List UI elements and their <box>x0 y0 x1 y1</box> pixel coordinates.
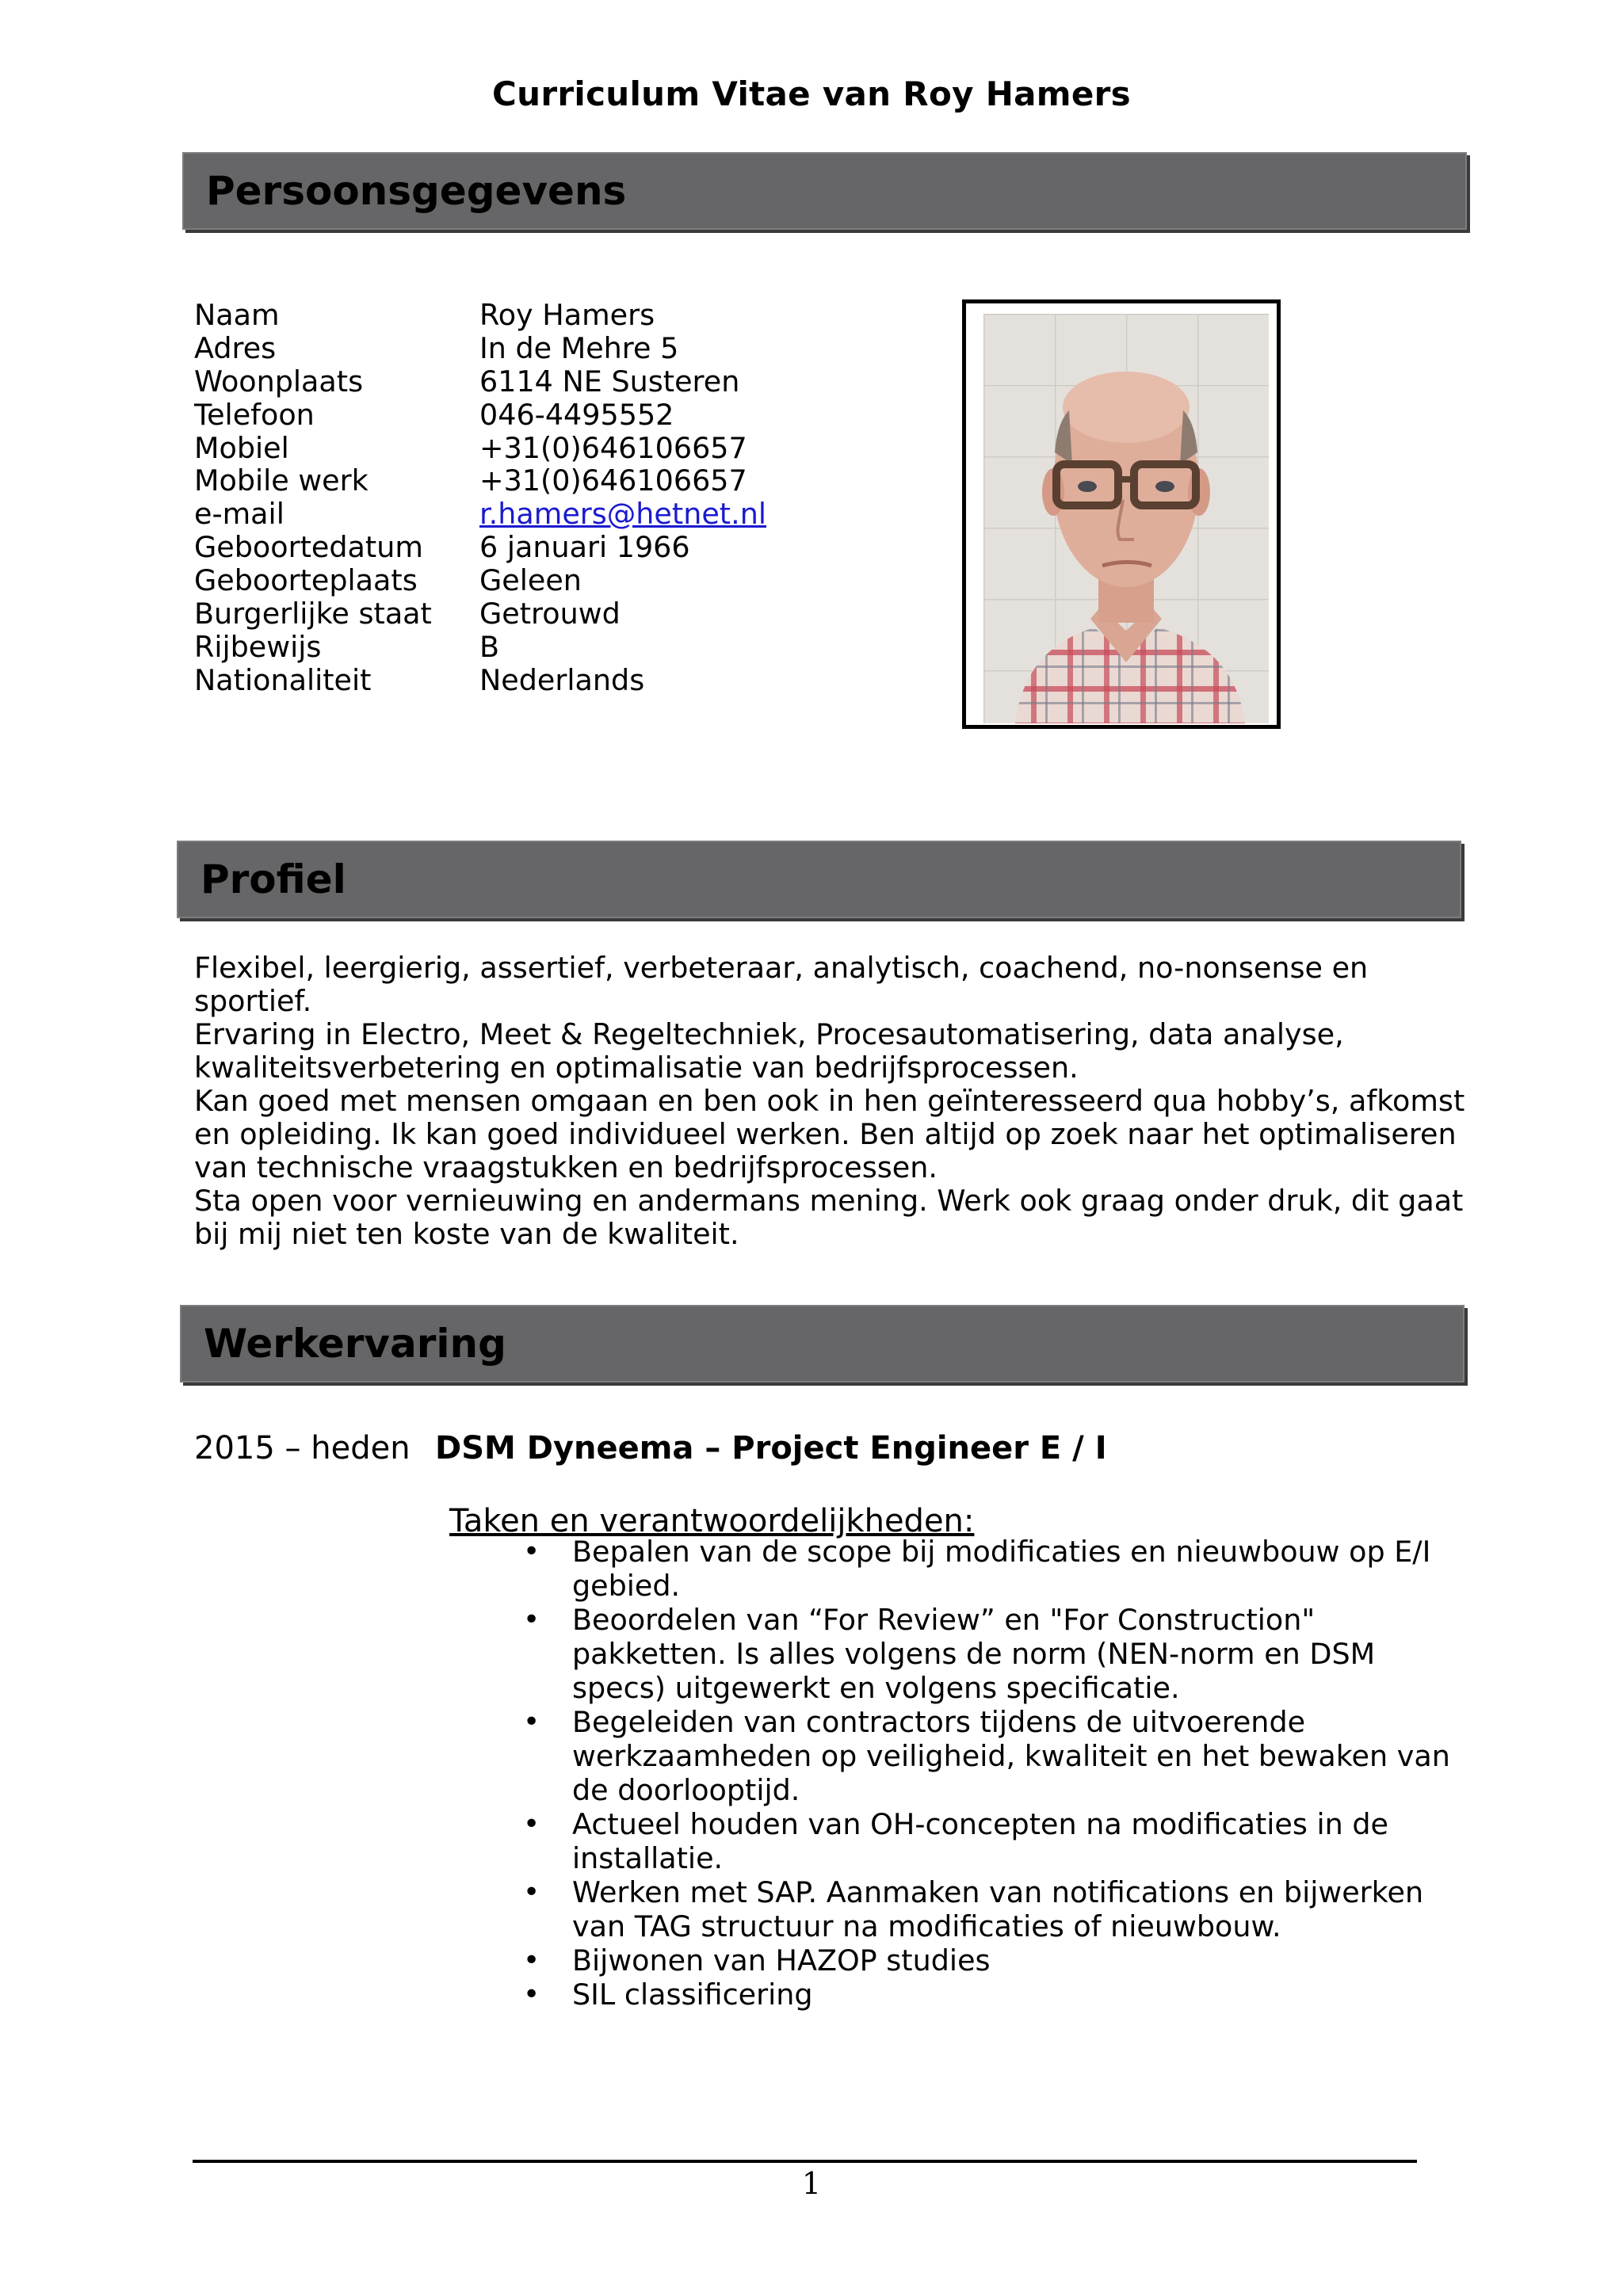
info-label: Telefoon <box>194 397 315 432</box>
info-label: e-mail <box>194 497 285 532</box>
info-value: 6114 NE Susteren <box>479 364 740 399</box>
profile-line: Ervaring in Electro, Meet & Regeltechniek, Procesautomatisering, data analyse, <box>194 1017 1344 1051</box>
task-item: • Begeleiden van contractors tijdens de uitvoerende werkzaamheden op veiligheid, kwaliteit en het bewaken van de doorlooptijd. <box>523 1705 1450 1807</box>
info-label: Mobile werk <box>194 463 369 498</box>
profile-line: Sta open voor vernieuwing en andermans mening. Werk ook graag onder druk, dit gaat <box>194 1184 1464 1218</box>
info-row-email <box>194 498 766 531</box>
info-value: Getrouwd <box>479 597 621 631</box>
info-value: 6 januari 1966 <box>479 530 690 565</box>
task-item: • Beoordelen van “For Review” en "For Construction" pakketten. Is alles volgens de norm (NEN-norm en DSM specs) uitgewerkt en volgens specificatie. <box>523 1603 1450 1705</box>
info-row-birthdate <box>194 531 766 564</box>
page-number: 1 <box>801 2166 822 2201</box>
info-value: B <box>479 629 500 664</box>
info-row-marital-status <box>194 597 766 631</box>
info-value: Nederlands <box>479 662 645 697</box>
job-title: DSM Dyneema – Project Engineer E / I <box>435 1430 1107 1466</box>
info-row-nationality <box>194 664 766 697</box>
profile-text <box>194 952 1478 1251</box>
info-row-mobile-work <box>194 464 766 498</box>
tasks-list <box>523 1535 1450 2012</box>
info-row-birthplace <box>194 564 766 597</box>
profile-photo-frame <box>962 299 1281 729</box>
info-row-address <box>194 332 766 365</box>
document-title: Curriculum Vitae van Roy Hamers <box>492 74 1131 113</box>
profile-line: bij mij niet ten koste van de kwaliteit. <box>194 1217 739 1251</box>
job-period: 2015 – heden <box>194 1430 411 1466</box>
section-header-experience: Werkervaring <box>180 1305 1465 1383</box>
info-value: In de Mehre 5 <box>479 330 679 365</box>
info-value: +31(0)646106657 <box>479 430 747 465</box>
info-value: +31(0)646106657 <box>479 463 747 498</box>
info-label: Rijbewijs <box>194 629 322 664</box>
profile-line: Kan goed met mensen omgaan en ben ook in hen geïnteresseerd qua hobby’s, afkomst <box>194 1084 1465 1118</box>
email-link[interactable]: r.hamers@hetnet.nl <box>479 497 766 532</box>
info-row-name <box>194 299 766 332</box>
task-item: • Bepalen van de scope bij modificaties en nieuwbouw op E/I gebied. <box>523 1535 1450 1603</box>
task-item: • Actueel houden van OH-concepten na modificaties in de installatie. <box>523 1807 1450 1875</box>
profile-line: Flexibel, leergierig, assertief, verbeteraar, analytisch, coachend, no-nonsense en sportief. <box>194 951 1369 1018</box>
task-item: • Bijwonen van HAZOP studies <box>523 1943 1450 1978</box>
info-value: Roy Hamers <box>479 298 655 332</box>
info-label: Mobiel <box>194 430 289 465</box>
info-label: Woonplaats <box>194 364 364 399</box>
info-label: Naam <box>194 298 280 332</box>
info-row-phone <box>194 399 766 432</box>
info-label: Geboorteplaats <box>194 563 418 598</box>
task-item: • Werken met SAP. Aanmaken van notifications en bijwerken van TAG structuur na modificaties of nieuwbouw. <box>523 1875 1450 1943</box>
info-label: Adres <box>194 330 277 365</box>
info-label: Geboortedatum <box>194 530 423 565</box>
info-value: Geleen <box>479 563 582 598</box>
info-value: 046-4495552 <box>479 397 674 432</box>
info-row-city <box>194 365 766 399</box>
profile-photo <box>983 314 1269 723</box>
info-label: Nationaliteit <box>194 662 372 697</box>
profile-line: kwaliteitsverbetering en optimalisatie van bedrijfsprocessen. <box>194 1051 1079 1085</box>
section-header-personal: Persoonsgegevens <box>182 152 1467 230</box>
section-header-profile: Profiel <box>177 841 1461 918</box>
tasks-heading: Taken en verantwoordelijkheden: <box>449 1503 975 1539</box>
personal-info-table <box>194 299 766 697</box>
profile-line: en opleiding. Ik kan goed individueel werken. Ben altijd op zoek naar het optimaliseren <box>194 1117 1457 1151</box>
footer-divider <box>193 2160 1417 2163</box>
profile-line: van technische vraagstukken en bedrijfsprocessen. <box>194 1150 938 1184</box>
task-item: • SIL classificering <box>523 1978 1450 2012</box>
info-row-mobile <box>194 432 766 465</box>
info-label: Burgerlijke staat <box>194 597 432 631</box>
info-row-license <box>194 631 766 664</box>
